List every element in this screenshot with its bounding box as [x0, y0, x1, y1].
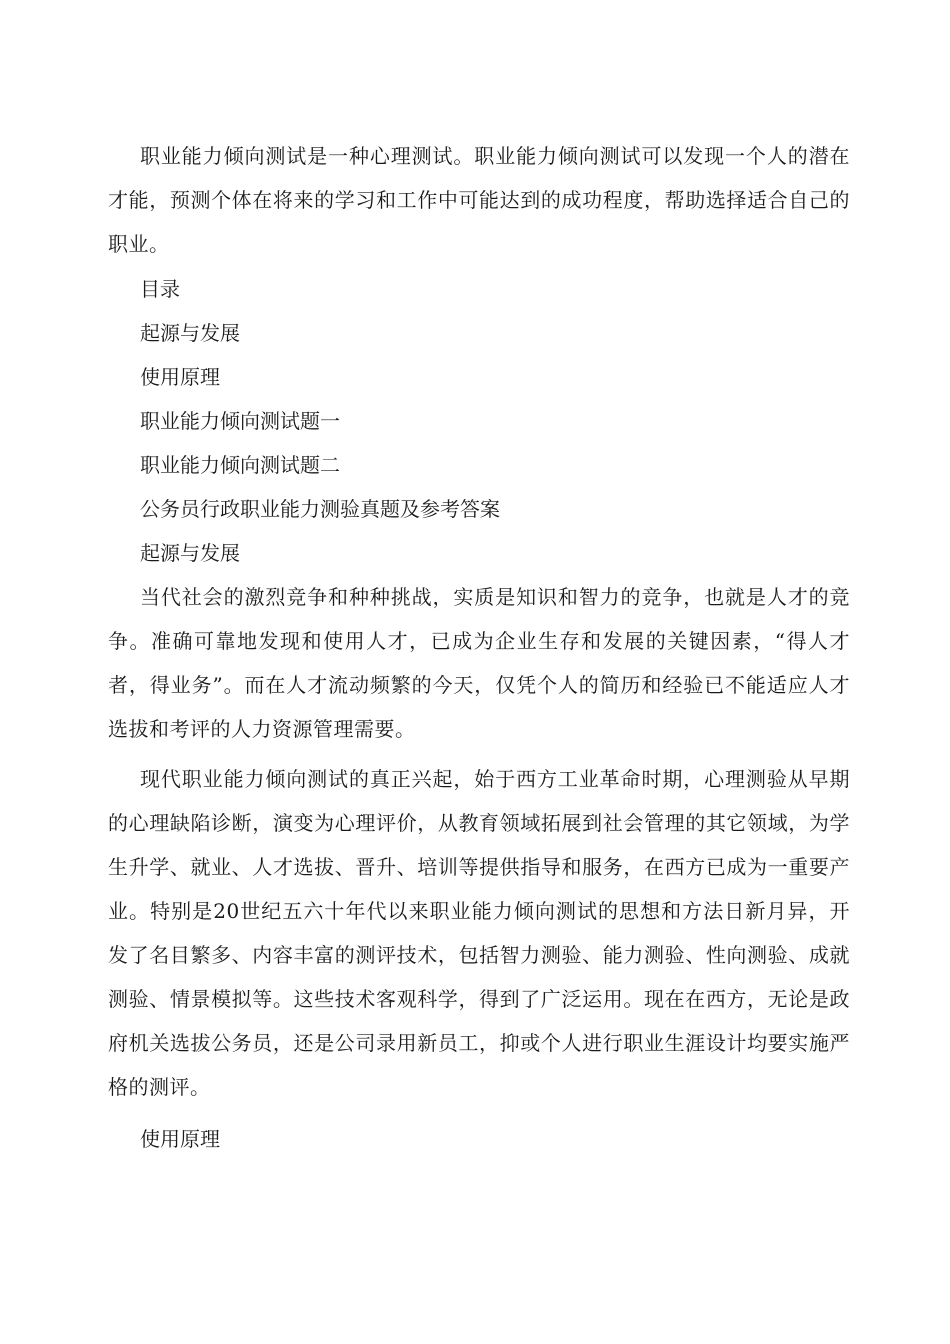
intro-paragraph: 职业能力倾向测试是一种心理测试。职业能力倾向测试可以发现一个人的潜在才能，预测个体在将来的学习和工作中可能达到的成功程度，帮助选择适合自己的职业。: [108, 144, 850, 256]
toc-item-test-one: 职业能力倾向测试题一: [140, 409, 340, 433]
section-heading-origin: 起源与发展: [140, 541, 240, 565]
toc-item-civil-service: 公务员行政职业能力测验真题及参考答案: [140, 497, 500, 521]
section-origin-paragraph-1: 当代社会的激烈竞争和种种挑战，实质是知识和智力的竞争，也就是人才的竞争。准确可靠地发现和使用人才，已成为企业生存和发展的关键因素，“得人才者，得业务”。而在人才流动频繁的今天，仅凭个人的简历和经验已不能适应人才选拔和考评的人力资源管理需要。: [108, 585, 850, 741]
toc-heading: 目录: [140, 277, 180, 301]
section-origin-paragraph-2: 现代职业能力倾向测试的真正兴起，始于西方工业革命时期，心理测验从早期的心理缺陷诊断，演变为心理评价，从教育领域拓展到社会管理的其它领域，为学生升学、就业、人才选拔、晋升、培训等提供指导和服务，在西方已成为一重要产业。特别是20世纪五六十年代以来职业能力倾向测试的思想和方法日新月异，开发了名目繁多、内容丰富的测评技术，包括智力测验、能力测验、性向测验、成就测验、情景模拟等。这些技术客观科学，得到了广泛运用。现在在西方，无论是政府机关选拔公务员，还是公司录用新员工，抑或个人进行职业生涯设计均要实施严格的测评。: [108, 767, 850, 1099]
document-body: [108, 134, 850, 1161]
section-heading-principle: 使用原理: [140, 1127, 220, 1151]
toc-item-test-two: 职业能力倾向测试题二: [140, 453, 340, 477]
toc-item-origin: 起源与发展: [140, 321, 240, 345]
toc-item-principle: 使用原理: [140, 365, 220, 389]
